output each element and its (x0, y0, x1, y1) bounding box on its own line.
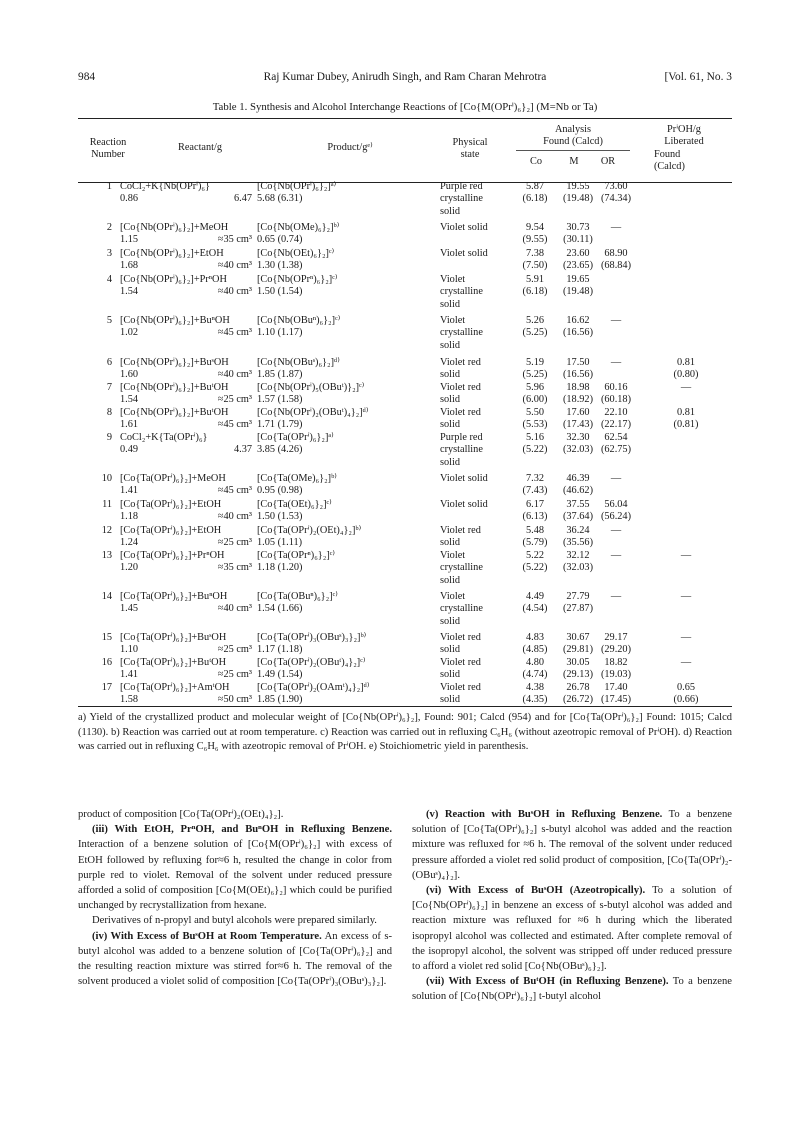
section-heading: (v) Reaction with BuˢOH in Refluxing Benzene. (426, 809, 663, 820)
cell-reactant: [Co{Ta(OPrⁱ)₆}₂]+BuⁿOH 1.45 ≈40 cm³ (120, 591, 252, 615)
paragraph: (iv) With Excess of BuˢOH at Room Temperature. An excess of s-butyl alcohol was added to a benzene solution of [Co{Ta(OPrⁱ)₆}₂] and the resulting reaction mixture was stirred for≈6 h. The removal of the solvent produced a violet solid of composition [Co{Ta(OPrⁱ)₃(OBuˢ)₃}₂]. (78, 930, 392, 988)
cell-reactant: [Co{Ta(OPrⁱ)₆}₂]+PrⁿOH 1.20 ≈35 cm³ (120, 550, 252, 574)
cell-state: Violet crystalline solid (440, 591, 483, 627)
cell-m: 17.50 (16.56) (562, 357, 594, 381)
cell-co: 7.32 (7.43) (522, 473, 548, 497)
table-row (78, 274, 732, 312)
cell-or (598, 274, 634, 299)
cell-liberated (664, 222, 708, 247)
cell-state: Violet red solid (440, 682, 481, 706)
cell-co: 4.80 (4.74) (522, 657, 548, 681)
cell-m: 23.60 (23.65) (562, 248, 594, 272)
cell-state: Violet crystalline solid (440, 315, 483, 351)
cell-reactant: [Co{Nb(OPrⁱ)₆}₂]+PrⁿOH 1.54 ≈40 cm³ (120, 274, 252, 298)
cell-product: [Co{Ta(OEt)₆}₂]ᶜ⁾ 1.50 (1.53) (257, 499, 332, 523)
table-row (78, 181, 732, 219)
cell-number: 5 (106, 315, 112, 326)
cell-or: — (610, 525, 622, 536)
cell-reactant: [Co{Ta(OPrⁱ)₆}₂]+MeOH 1.41 ≈45 cm³ (120, 473, 252, 497)
cell-state: Violet red solid (440, 632, 481, 656)
header-or: OR (600, 156, 616, 167)
cell-co: 4.83 (4.85) (522, 632, 548, 656)
body-left-column (78, 807, 392, 989)
section-heading: (iv) With Excess of BuˢOH at Room Temperature. (92, 930, 322, 942)
cell-reactant: [Co{Nb(OPrⁱ)₆}₂]+BuᵗOH 1.61 ≈45 cm³ (120, 407, 252, 431)
paragraph: (vii) With Excess of BuᵗOH (in Refluxing Benzene). To a benzene solution of [Co{Nb(OPrⁱ)₆}₂] t-butyl alcohol (412, 976, 732, 1003)
cell-number: 13 (101, 550, 112, 561)
cell-liberated (664, 181, 708, 206)
cell-or: — (610, 357, 622, 368)
cell-m: 26.78 (26.72) (562, 682, 594, 706)
cell-reactant: [Co{Nb(OPrⁱ)₆}₂]+EtOH 1.68 ≈40 cm³ (120, 248, 252, 272)
cell-liberated: 0.65 (0.66) (673, 682, 699, 706)
cell-product: [Co{Ta(OPrⁱ)₃(OBuˢ)₃}₂]ᵇ⁾ 1.17 (1.18) (257, 632, 367, 656)
cell-product: [Co{Ta(OPrⁱ)₂(OBuᵗ)₄}₂]ᶜ⁾ 1.49 (1.54) (257, 657, 366, 681)
cell-state: Violet solid (440, 499, 488, 510)
paragraph: Derivatives of n-propyl and butyl alcohols were prepared similarly. (92, 915, 377, 927)
cell-or: — (610, 222, 622, 233)
cell-product: [Co{Nb(OPrⁿ)₆}₂]ᶜ⁾ 1.50 (1.54) (257, 274, 338, 298)
volume-info: [Vol. 61, No. 3 (664, 71, 732, 83)
cell-number: 14 (101, 591, 112, 602)
paragraph: product of composition [Co{Ta(OPrⁱ)₂(OEt)₄}₂]. (78, 809, 284, 820)
cell-co: 5.91 (6.18) (522, 274, 548, 298)
table-row (78, 591, 732, 629)
table-row (78, 550, 732, 588)
cell-m: 17.60 (17.43) (562, 407, 594, 431)
cell-reactant: [Co{Ta(OPrⁱ)₆}₂]+AmᵗOH 1.58 ≈50 cm³ (120, 682, 252, 706)
header-analysis: Analysis Found (Calcd) (543, 124, 603, 148)
cell-reactant: CoCl₂+K{Nb(OPrⁱ)₆} 0.86 6.47 (120, 181, 252, 205)
cell-number: 15 (101, 632, 112, 643)
cell-co: 5.48 (5.79) (522, 525, 548, 549)
cell-m: 36.24 (35.56) (562, 525, 594, 549)
header-liberated: PrⁱOH/g Liberated Found (Calcd) (654, 124, 704, 172)
header-reaction-number: Reaction Number (89, 137, 127, 161)
section-heading: (iii) With EtOH, PrⁿOH, and BuⁿOH in Refluxing Benzene. (92, 824, 392, 836)
cell-m: 30.67 (29.81) (562, 632, 594, 656)
cell-liberated (664, 248, 708, 273)
cell-m: 19.65 (19.48) (562, 274, 594, 298)
cell-liberated (664, 525, 708, 550)
cell-number: 17 (101, 682, 112, 693)
cell-product: [Co{Ta(OBuⁿ)₆}₂]ᶜ⁾ 1.54 (1.66) (257, 591, 338, 615)
header-m: M (569, 156, 579, 167)
cell-liberated (664, 499, 708, 524)
cell-m: 30.73 (30.11) (563, 222, 593, 246)
cell-reactant: CoCl₂+K{Ta(OPrⁱ)₆} 0.49 4.37 (120, 432, 252, 456)
cell-or: 29.17 (29.20) (600, 632, 632, 656)
cell-co: 9.54 (9.55) (522, 222, 548, 246)
cell-reactant: [Co{Nb(OPrⁱ)₆}₂]+BuᵗOH 1.54 ≈25 cm³ (120, 382, 252, 406)
cell-state: Violet crystalline solid (440, 274, 483, 310)
cell-liberated: — (680, 632, 692, 643)
paragraph: (iii) With EtOH, PrⁿOH, and BuⁿOH in Refluxing Benzene. Interaction of a benzene solution of [Co{M(OPrⁱ)₆}₂] with excess of EtOH followed by refluxing for≈6 h, resulted the change in color from purple red to violet. Removal of the solvent under reduced pressure afforded a solid of composition [Co{M(OEt)₆}₂] which could be purified unchanged by recrystallization from hexane. (78, 824, 392, 912)
paragraph: (vi) With Excess of BuˢOH (Azeotropically). To a solution of [Co{Nb(OPrⁱ)₆}₂] in benzene an excess of s-butyl alcohol was added and reaction mixture was refluxed for ≈6 h during which the liberated isopropyl alcohol was collected and estimated. After complete removal of the isopropyl alcohol, the solvent was stripped off under reduced pressure to afford a violet red solid [Co{Nb(OBuˢ)₆}₂]. (412, 885, 732, 973)
cell-product: [Co{Nb(OPrⁱ)₅(OBuᵗ)}₂]ᶜ⁾ 1.57 (1.58) (257, 382, 365, 406)
cell-product: [Co{Ta(OPrⁱ)₂(OAmᵗ)₄}₂]ᵈ⁾ 1.85 (1.90) (257, 682, 370, 706)
cell-co: 5.87 (6.18) (522, 181, 548, 205)
cell-number: 2 (106, 222, 112, 233)
cell-number: 4 (106, 274, 112, 285)
cell-state: Violet red solid (440, 382, 481, 406)
cell-or: 68.90 (68.84) (600, 248, 632, 272)
cell-product: [Co{Ta(OMe)₆}₂]ᵇ⁾ 0.95 (0.98) (257, 473, 337, 497)
cell-state: Violet solid (440, 473, 488, 484)
cell-liberated: 0.81 (0.80) (673, 357, 699, 381)
table-row (78, 315, 732, 353)
cell-state: Violet crystalline solid (440, 550, 483, 586)
body-right-column (412, 807, 732, 1005)
cell-liberated (664, 473, 708, 498)
cell-state: Purple red crystalline solid (440, 181, 483, 217)
cell-state: Violet red solid (440, 525, 481, 549)
header-reactant: Reactant/g (177, 142, 223, 153)
cell-or: 56.04 (56.24) (600, 499, 632, 523)
cell-product: [Co{Nb(OPrⁱ)₂(OBuᵗ)₄}₂]ᵈ⁾ 1.71 (1.79) (257, 407, 369, 431)
cell-reactant: [Co{Nb(OPrⁱ)₆}₂]+MeOH 1.15 ≈35 cm³ (120, 222, 252, 246)
running-header (78, 71, 732, 85)
cell-reactant: [Co{Nb(OPrⁱ)₆}₂]+BuˢOH 1.60 ≈40 cm³ (120, 357, 252, 381)
cell-liberated: 0.81 (0.81) (673, 407, 699, 431)
cell-co: 7.38 (7.50) (522, 248, 548, 272)
table-top-rule (78, 118, 732, 119)
cell-or: 22.10 (22.17) (600, 407, 632, 431)
page-number: 984 (78, 71, 96, 83)
cell-state: Violet solid (440, 248, 488, 259)
cell-m: 32.30 (32.03) (562, 432, 594, 456)
cell-or: 17.40 (17.45) (600, 682, 632, 706)
cell-co: 5.16 (5.22) (522, 432, 548, 456)
cell-product: [Co{Ta(OPrⁱ)₂(OEt)₄}₂]ᵇ⁾ 1.05 (1.11) (257, 525, 362, 549)
cell-co: 5.26 (5.25) (522, 315, 548, 339)
cell-liberated (664, 315, 708, 340)
cell-m: 18.98 (18.92) (562, 382, 594, 406)
cell-number: 16 (101, 657, 112, 668)
cell-product: [Co{Nb(OEt)₆}₂]ᶜ⁾ 1.30 (1.38) (257, 248, 335, 272)
cell-or: — (610, 315, 622, 326)
cell-m: 27.79 (27.87) (562, 591, 594, 615)
cell-state: Violet red solid (440, 407, 481, 431)
cell-product: [Co{Nb(OBuˢ)₆}₂]ᵈ⁾ 1.85 (1.87) (257, 357, 340, 381)
cell-product: [Co{Nb(OMe)₆}₂]ᵇ⁾ 0.65 (0.74) (257, 222, 340, 246)
cell-product: [Co{Ta(OPrⁿ)₆}₂]ᶜ⁾ 1.18 (1.20) (257, 550, 335, 574)
cell-m: 30.05 (29.13) (562, 657, 594, 681)
cell-liberated (664, 432, 708, 457)
cell-state: Violet solid (440, 222, 488, 233)
cell-number: 11 (102, 499, 112, 510)
cell-liberated: — (680, 591, 692, 602)
analysis-subrule (516, 150, 630, 151)
cell-state: Violet red solid (440, 657, 481, 681)
cell-number: 12 (101, 525, 112, 536)
cell-liberated (664, 274, 708, 299)
cell-co: 4.38 (4.35) (522, 682, 548, 706)
section-heading: (vi) With Excess of BuˢOH (Azeotropically). (426, 885, 646, 897)
cell-co: 5.96 (6.00) (522, 382, 548, 406)
cell-state: Purple red crystalline solid (440, 432, 483, 468)
cell-or: — (610, 473, 622, 484)
cell-co: 4.49 (4.54) (522, 591, 548, 615)
cell-reactant: [Co{Ta(OPrⁱ)₆}₂]+BuˢOH 1.10 ≈25 cm³ (120, 632, 252, 656)
cell-m: 16.62 (16.56) (562, 315, 594, 339)
cell-number: 10 (101, 473, 112, 484)
cell-liberated: — (680, 657, 692, 668)
cell-m: 19.55 (19.48) (562, 181, 594, 205)
header-authors: Raj Kumar Dubey, Anirudh Singh, and Ram Charan Mehrotra (263, 71, 547, 83)
cell-number: 8 (106, 407, 112, 418)
cell-number: 3 (106, 248, 112, 259)
cell-co: 5.50 (5.53) (522, 407, 548, 431)
header-physical-state: Physical state (452, 137, 488, 161)
paragraph: (v) Reaction with BuˢOH in Refluxing Benzene. To a benzene solution of [Co{Ta(OPrⁱ)₆}₂] s-butyl alcohol was added and the reaction mixture was refluxed for ≈6 h. The removal of the solvent under reduced pressure afforded a violet red solid product of composition, [Co{Ta(OPrⁱ)₂-(OBuˢ)₄}₂]. (412, 809, 733, 881)
cell-number: 7 (106, 382, 112, 393)
cell-m: 46.39 (46.62) (562, 473, 594, 497)
cell-or: — (610, 550, 622, 561)
cell-reactant: [Co{Ta(OPrⁱ)₆}₂]+EtOH 1.24 ≈25 cm³ (120, 525, 252, 549)
cell-reactant: [Co{Nb(OPrⁱ)₆}₂]+BuⁿOH 1.02 ≈45 cm³ (120, 315, 252, 339)
table-row (78, 432, 732, 470)
cell-or: 18.82 (19.03) (600, 657, 632, 681)
cell-number: 1 (106, 181, 112, 192)
cell-state: Violet red solid (440, 357, 481, 381)
cell-product: [Co{Nb(OPrⁱ)₆}₂]ᵃ⁾ 5.68 (6.31) (257, 181, 337, 205)
header-product: Product/gᵉ⁾ (327, 142, 373, 153)
cell-or: 60.16 (60.18) (600, 382, 632, 406)
cell-or: — (610, 591, 622, 602)
cell-number: 6 (106, 357, 112, 368)
cell-m: 32.12 (32.03) (562, 550, 594, 574)
cell-co: 6.17 (6.13) (522, 499, 548, 523)
cell-co: 5.22 (5.22) (522, 550, 548, 574)
cell-reactant: [Co{Ta(OPrⁱ)₆}₂]+EtOH 1.18 ≈40 cm³ (120, 499, 252, 523)
cell-or: 62.54 (62.75) (600, 432, 632, 456)
header-co: Co (529, 156, 543, 167)
table-caption: Table 1. Synthesis and Alcohol Interchange Reactions of [Co{M(OPrⁱ)₆}₂] (M=Nb or Ta) (212, 101, 598, 113)
table-footnote: a) Yield of the crystallized product and molecular weight of [Co{Nb(OPrⁱ)₆}₂], Found: 901; Calcd (954) and for [Co{Ta(OPrⁱ)₆}₂] Found: 1015; Calcd (1130). b) Reaction was carried out at room temperature. c) Reaction was carried out in refluxing C₆H₆ (without azeotropic removal of PrⁱOH). d) Reaction was carried out in refluxing C₆H₆ with azeotropic removal of PrⁱOH. e) Stoichiometric yield in parenthesis. (78, 712, 732, 753)
cell-liberated: — (680, 550, 692, 561)
cell-reactant: [Co{Ta(OPrⁱ)₆}₂]+BuᵗOH 1.41 ≈25 cm³ (120, 657, 252, 681)
section-heading: (vii) With Excess of BuᵗOH (in Refluxing Benzene). (426, 976, 669, 988)
cell-co: 5.19 (5.25) (522, 357, 548, 381)
cell-product: [Co{Ta(OPrⁱ)₆}₂]ᵃ⁾ 3.85 (4.26) (257, 432, 334, 456)
cell-product: [Co{Nb(OBuⁿ)₆}₂]ᶜ⁾ 1.10 (1.17) (257, 315, 341, 339)
cell-number: 9 (106, 432, 112, 443)
cell-liberated: — (680, 382, 692, 393)
cell-m: 37.55 (37.64) (562, 499, 594, 523)
cell-or: 73.60 (74.34) (600, 181, 632, 205)
